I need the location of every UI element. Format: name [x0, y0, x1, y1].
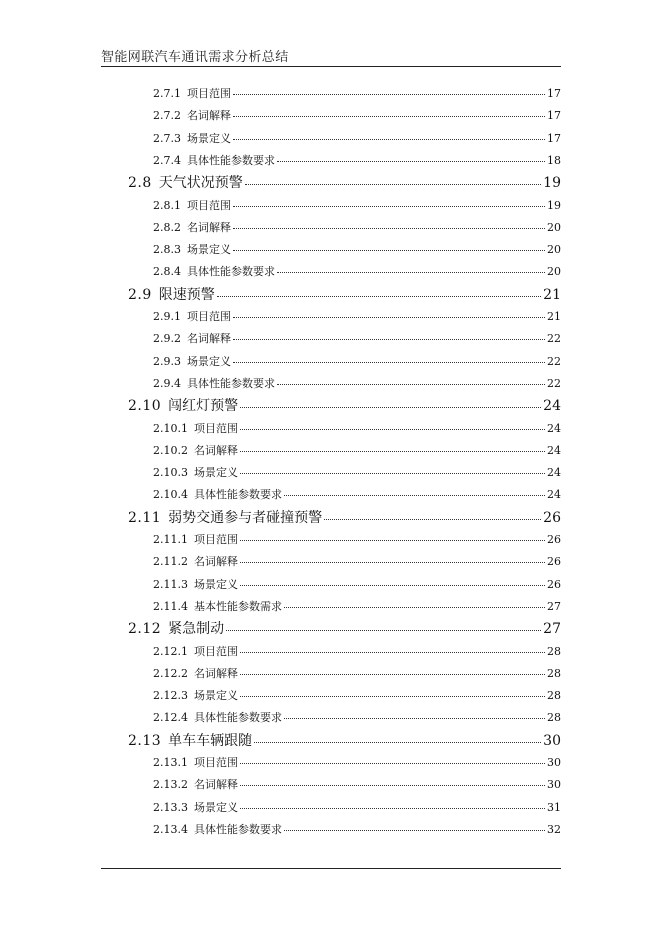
toc-entry-title: 项目范围 — [187, 198, 231, 212]
toc-dot-leader — [240, 562, 545, 563]
toc-entry-title: 名词解释 — [194, 666, 238, 680]
toc-entry-number: 2.10.4 — [153, 488, 188, 502]
toc-entry-title: 基本性能参数需求 — [194, 599, 282, 613]
toc-entry-title: 天气状况预警 — [158, 175, 243, 192]
toc-entry-page-number: 28 — [547, 711, 561, 725]
toc-subsection-entry[interactable] — [153, 263, 561, 277]
toc-subsection-entry[interactable] — [153, 308, 561, 322]
toc-entry-title: 项目范围 — [187, 310, 231, 323]
toc-subsection-entry[interactable] — [153, 576, 561, 590]
toc-entry-page-number: 21 — [547, 310, 561, 323]
toc-dot-leader — [284, 718, 545, 719]
toc-entry-number: 2.13.4 — [153, 822, 188, 836]
toc-section-entry[interactable] — [128, 730, 561, 748]
toc-entry-number: 2.11.2 — [153, 555, 188, 569]
toc-entry-page-number: 24 — [547, 443, 561, 457]
toc-subsection-entry[interactable] — [153, 375, 561, 389]
toc-dot-leader — [233, 362, 545, 363]
toc-entry-title: 场景定义 — [187, 243, 231, 257]
toc-entry-title: 项目范围 — [194, 533, 238, 546]
toc-entry-page-number: 24 — [547, 421, 561, 435]
toc-entry-title: 具体性能参数要求 — [194, 822, 282, 836]
toc-subsection-entry[interactable] — [153, 85, 561, 99]
toc-subsection-entry[interactable] — [153, 130, 561, 144]
toc-entry-title: 单车车辆跟随 — [168, 732, 253, 749]
toc-subsection-entry[interactable] — [153, 754, 561, 768]
toc-entry-number: 2.13 — [128, 732, 162, 749]
toc-section-entry[interactable] — [128, 284, 561, 302]
toc-subsection-entry[interactable] — [153, 420, 561, 434]
toc-entry-page-number: 20 — [547, 220, 561, 234]
footer-rule — [101, 868, 561, 869]
toc-entry-page-number: 19 — [543, 175, 561, 192]
toc-entry-page-number: 22 — [547, 376, 561, 390]
toc-dot-leader — [240, 585, 545, 586]
toc-entry-number: 2.8.2 — [153, 220, 181, 234]
toc-subsection-entry[interactable] — [153, 241, 561, 255]
toc-entry-number: 2.7.1 — [153, 87, 181, 100]
toc-section-entry[interactable] — [128, 618, 561, 636]
page-header-title: 智能网联汽车通讯需求分析总结 — [101, 50, 289, 65]
toc-entry-page-number: 20 — [547, 265, 561, 279]
toc-entry-title: 名词解释 — [194, 443, 238, 457]
toc-entry-title: 场景定义 — [187, 354, 231, 368]
toc-subsection-entry[interactable] — [153, 464, 561, 478]
toc-entry-page-number: 24 — [547, 466, 561, 480]
toc-entry-number: 2.12 — [128, 621, 162, 638]
toc-entry-title: 名词解释 — [194, 555, 238, 569]
toc-entry-number: 2.8.1 — [153, 198, 181, 212]
toc-entry-number: 2.8 — [128, 175, 152, 192]
toc-entry-number: 2.7.4 — [153, 153, 181, 167]
toc-dot-leader — [233, 317, 545, 318]
toc-entry-title: 具体性能参数要求 — [194, 488, 282, 502]
toc-entry-page-number: 28 — [547, 644, 561, 658]
toc-dot-leader — [240, 473, 545, 474]
toc-entry-title: 具体性能参数要求 — [187, 153, 275, 167]
toc-entry-title: 具体性能参数要求 — [187, 265, 275, 279]
toc-entry-number: 2.10.2 — [153, 443, 188, 457]
toc-entry-title: 场景定义 — [194, 689, 238, 703]
toc-entry-page-number: 31 — [547, 800, 561, 814]
toc-entry-page-number: 26 — [547, 555, 561, 569]
toc-entry-number: 2.10.1 — [153, 421, 188, 435]
toc-subsection-entry[interactable] — [153, 442, 561, 456]
toc-entry-page-number: 22 — [547, 354, 561, 368]
toc-entry-title: 项目范围 — [194, 644, 238, 658]
toc-dot-leader — [233, 94, 545, 95]
toc-entry-title: 场景定义 — [194, 800, 238, 814]
toc-entry-page-number: 30 — [543, 732, 561, 749]
toc-entry-number: 2.11.4 — [153, 599, 188, 613]
toc-dot-leader — [277, 272, 545, 273]
toc-subsection-entry[interactable] — [153, 776, 561, 790]
toc-subsection-entry[interactable] — [153, 107, 561, 121]
toc-dot-leader — [284, 607, 545, 608]
toc-dot-leader — [284, 495, 545, 496]
toc-subsection-entry[interactable] — [153, 799, 561, 813]
toc-entry-number: 2.9.2 — [153, 332, 181, 346]
toc-dot-leader — [233, 250, 545, 251]
toc-subsection-entry[interactable] — [153, 197, 561, 211]
toc-dot-leader — [240, 763, 545, 764]
toc-entry-title: 名词解释 — [187, 332, 231, 346]
toc-section-entry[interactable] — [128, 507, 561, 525]
toc-entry-title: 项目范围 — [187, 87, 231, 100]
toc-dot-leader — [240, 451, 545, 452]
toc-entry-title: 闯红灯预警 — [168, 398, 239, 415]
toc-entry-number: 2.13.3 — [153, 800, 188, 814]
toc-subsection-entry[interactable] — [153, 598, 561, 612]
toc-entry-title: 名词解释 — [187, 220, 231, 234]
toc-entry-title: 项目范围 — [194, 421, 238, 435]
toc-entry-number: 2.9.1 — [153, 310, 181, 323]
toc-entry-page-number: 32 — [547, 822, 561, 836]
toc-entry-number: 2.9.3 — [153, 354, 181, 368]
toc-entry-number: 2.10 — [128, 398, 162, 415]
toc-subsection-entry[interactable] — [153, 486, 561, 500]
toc-entry-title: 弱势交通参与者碰撞预警 — [168, 509, 323, 526]
toc-entry-number: 2.11.1 — [153, 533, 188, 546]
toc-dot-leader — [233, 339, 545, 340]
toc-dot-leader — [254, 742, 541, 743]
toc-section-entry[interactable] — [128, 395, 561, 413]
toc-entry-number: 2.12.4 — [153, 711, 188, 725]
toc-entry-number: 2.7.2 — [153, 109, 181, 123]
toc-entry-page-number: 20 — [547, 243, 561, 257]
toc-subsection-entry[interactable] — [153, 643, 561, 657]
toc-section-entry[interactable] — [128, 172, 561, 190]
toc-dot-leader — [226, 630, 541, 631]
toc-entry-page-number: 30 — [547, 778, 561, 792]
toc-entry-number: 2.8.3 — [153, 243, 181, 257]
toc-subsection-entry[interactable] — [153, 665, 561, 679]
toc-subsection-entry[interactable] — [153, 553, 561, 567]
toc-subsection-entry[interactable] — [153, 709, 561, 723]
toc-entry-page-number: 27 — [547, 599, 561, 613]
toc-entry-title: 项目范围 — [194, 756, 238, 769]
toc-entry-title: 场景定义 — [194, 577, 238, 591]
toc-dot-leader — [284, 830, 545, 831]
toc-entry-title: 限速预警 — [158, 286, 215, 303]
toc-entry-page-number: 30 — [547, 756, 561, 769]
toc-dot-leader — [240, 652, 545, 653]
toc-dot-leader — [240, 785, 545, 786]
toc-entry-page-number: 24 — [543, 398, 561, 415]
toc-dot-leader — [240, 674, 545, 675]
toc-entry-number: 2.8.4 — [153, 265, 181, 279]
toc-entry-number: 2.10.3 — [153, 466, 188, 480]
toc-entry-page-number: 26 — [547, 533, 561, 546]
toc-subsection-entry[interactable] — [153, 821, 561, 835]
toc-entry-title: 紧急制动 — [168, 621, 225, 638]
toc-dot-leader — [324, 519, 541, 520]
toc-entry-title: 名词解释 — [187, 109, 231, 123]
toc-dot-leader — [277, 161, 545, 162]
toc-dot-leader — [217, 296, 541, 297]
toc-entry-number: 2.12.3 — [153, 689, 188, 703]
toc-dot-leader — [233, 228, 545, 229]
toc-entry-number: 2.13.2 — [153, 778, 188, 792]
toc-entry-title: 具体性能参数要求 — [194, 711, 282, 725]
toc-entry-number: 2.9.4 — [153, 376, 181, 390]
toc-entry-number: 2.13.1 — [153, 756, 188, 769]
toc-entry-title: 场景定义 — [194, 466, 238, 480]
toc-dot-leader — [245, 184, 541, 185]
toc-entry-page-number: 17 — [547, 109, 561, 123]
toc-dot-leader — [240, 808, 545, 809]
toc-entry-page-number: 26 — [547, 577, 561, 591]
toc-entry-page-number: 19 — [547, 198, 561, 212]
toc-entry-number: 2.11.3 — [153, 577, 188, 591]
toc-subsection-entry[interactable] — [153, 687, 561, 701]
toc-dot-leader — [240, 540, 545, 541]
toc-subsection-entry[interactable] — [153, 531, 561, 545]
toc-subsection-entry[interactable] — [153, 152, 561, 166]
toc-entry-title: 场景定义 — [187, 131, 231, 145]
toc-entry-page-number: 27 — [543, 621, 561, 638]
toc-entry-page-number: 22 — [547, 332, 561, 346]
toc-entry-title: 具体性能参数要求 — [187, 376, 275, 390]
toc-entry-page-number: 28 — [547, 689, 561, 703]
toc-subsection-entry[interactable] — [153, 330, 561, 344]
toc-entry-number: 2.11 — [128, 509, 162, 526]
toc-dot-leader — [233, 139, 545, 140]
toc-entry-number: 2.7.3 — [153, 131, 181, 145]
toc-entry-page-number: 26 — [543, 509, 561, 526]
toc-entry-page-number: 24 — [547, 488, 561, 502]
toc-entry-page-number: 17 — [547, 131, 561, 145]
toc-entry-number: 2.12.2 — [153, 666, 188, 680]
toc-dot-leader — [240, 429, 545, 430]
toc-entry-page-number: 18 — [547, 153, 561, 167]
toc-subsection-entry[interactable] — [153, 353, 561, 367]
toc-entry-number: 2.12.1 — [153, 644, 188, 658]
toc-entry-title: 名词解释 — [194, 778, 238, 792]
toc-entry-number: 2.9 — [128, 286, 152, 303]
toc-dot-leader — [277, 384, 545, 385]
toc-dot-leader — [240, 696, 545, 697]
toc-subsection-entry[interactable] — [153, 219, 561, 233]
toc-entry-page-number: 17 — [547, 87, 561, 100]
toc-dot-leader — [233, 116, 545, 117]
toc-entry-page-number: 21 — [543, 286, 561, 303]
toc-dot-leader — [233, 206, 545, 207]
toc-dot-leader — [240, 407, 541, 408]
toc-entry-page-number: 28 — [547, 666, 561, 680]
